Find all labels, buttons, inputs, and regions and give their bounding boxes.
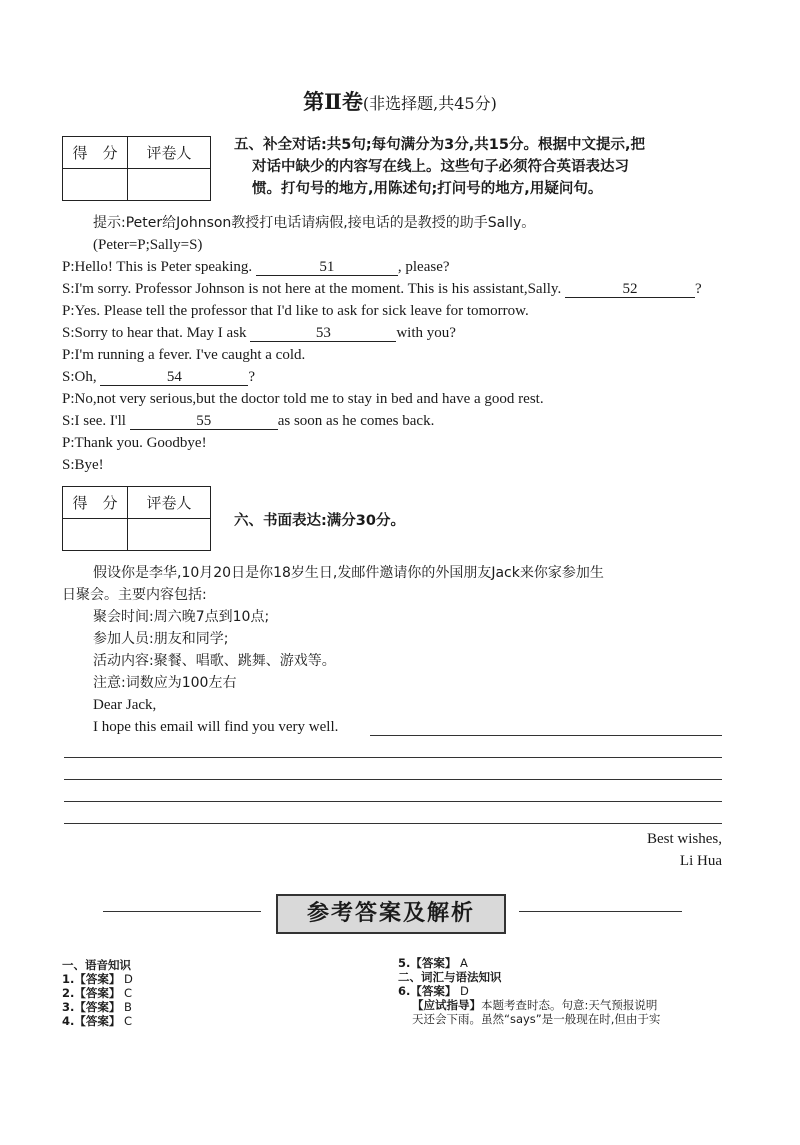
dialogue-text: S:I'm sorry. Professor Johnson is not here at the moment. This is his assistant,Sally. xyxy=(62,281,562,297)
writing-line[interactable] xyxy=(370,735,722,736)
dialogue-text-after: with you? xyxy=(396,325,456,341)
score-label: 得 分 xyxy=(63,137,128,169)
title-sub: (非选择题,共45分) xyxy=(362,94,497,113)
section5-heading-line2: 对话中缺少的内容写在线上。这些句子必须符合英语表达习 xyxy=(252,159,629,175)
answer-item: 3.【答案】 B xyxy=(62,1000,132,1014)
writing-line[interactable] xyxy=(64,801,722,802)
answer-item: 6.【答案】 D xyxy=(398,984,469,998)
email-closing: Best wishes, xyxy=(647,831,722,847)
writing-line[interactable] xyxy=(64,779,722,780)
dialogue-text-after: ? xyxy=(694,281,702,297)
dialogue-text: S:Oh, xyxy=(62,369,97,385)
dialogue-line xyxy=(62,410,434,432)
section5-heading-line1: 五、补全对话:共5句;每句满分为3分,共15分。根据中文提示,把 xyxy=(234,137,645,153)
dialogue-line: P:I'm running a fever. I've caught a cold. xyxy=(62,347,306,363)
answer-item: 1.【答案】 D xyxy=(62,972,133,986)
dialogue-line: S:Bye! xyxy=(62,457,104,473)
dialogue-line xyxy=(62,278,702,300)
section5-hint: 提示:Peter给Johnson教授打电话请病假,接电话的是教授的助手Sally。 xyxy=(93,215,536,231)
blank-54[interactable]: 54 xyxy=(100,369,248,386)
answer-item: 2.【答案】 C xyxy=(62,986,133,1000)
answers-heading-vocab: 二、词汇与语法知识 xyxy=(398,970,502,984)
grader-cell xyxy=(128,169,211,201)
writing-line[interactable] xyxy=(64,823,722,824)
score-cell xyxy=(63,169,128,201)
answer-item: 4.【答案】 C xyxy=(62,1014,133,1028)
email-greeting: Dear Jack, xyxy=(93,697,157,713)
writing-line[interactable] xyxy=(64,757,722,758)
dialogue-text: S:I see. I'll xyxy=(62,413,126,429)
dialogue-line: P:Yes. Please tell the professor that I'd like to ask for sick leave for tomorrow. xyxy=(62,303,529,319)
page-title xyxy=(0,86,800,116)
blank-53[interactable]: 53 xyxy=(250,325,396,342)
section5-heading-line3: 惯。打句号的地方,用陈述句;打问号的地方,用疑问句。 xyxy=(252,181,603,197)
title-main: 第Ⅱ卷 xyxy=(303,89,363,114)
banner-rule-right xyxy=(519,911,682,912)
blank-51[interactable]: 51 xyxy=(256,259,398,276)
score-cell xyxy=(63,519,128,551)
section6-note: 注意:词数应为100左右 xyxy=(93,675,237,691)
dialogue-line xyxy=(62,322,456,344)
section6-prompt-line2: 日聚会。主要内容包括: xyxy=(62,587,207,603)
dialogue-line: P:No,not very serious,but the doctor told me to stay in bed and have a good rest. xyxy=(62,391,544,407)
email-signature: Li Hua xyxy=(679,853,722,869)
dialogue-text-after: , please? xyxy=(397,259,450,275)
answers-left-column xyxy=(62,958,133,1028)
dialogue-text-after: as soon as he comes back. xyxy=(277,413,435,429)
section5-heading xyxy=(234,134,645,200)
grader-cell xyxy=(128,519,211,551)
answer-guide-cont: 天还会下雨。虽然“says”是一般现在时,但由于实 xyxy=(412,1012,661,1026)
dialogue-text: P:Hello! This is Peter speaking. xyxy=(62,259,253,275)
dialogue-line xyxy=(62,256,450,278)
blank-52[interactable]: 52 xyxy=(565,281,695,298)
blank-55[interactable]: 55 xyxy=(130,413,278,430)
section6-item-time: 聚会时间:周六晚7点到10点; xyxy=(93,609,270,625)
dialogue-line: P:Thank you. Goodbye! xyxy=(62,435,207,451)
section6-prompt-line1: 假设你是李华,10月20日是你18岁生日,发邮件邀请你的外国朋友Jack来你家参加生 xyxy=(93,565,604,581)
dialogue-text: S:Sorry to hear that. May I ask xyxy=(62,325,247,341)
email-opening: I hope this email will find you very well. xyxy=(93,719,339,735)
score-box-section6 xyxy=(62,486,211,551)
section6-heading: 六、书面表达:满分30分。 xyxy=(234,513,405,529)
section5-hint-roles: (Peter=P;Sally=S) xyxy=(93,237,203,253)
section6-item-people: 参加人员:朋友和同学; xyxy=(93,631,229,647)
answers-heading-phonetics: 一、语音知识 xyxy=(62,958,131,972)
answer-item: 5.【答案】 A xyxy=(398,956,468,970)
grader-label: 评卷人 xyxy=(128,137,211,169)
banner-rule-left xyxy=(103,911,261,912)
answers-right-column xyxy=(398,956,660,1026)
score-label: 得 分 xyxy=(63,487,128,519)
section6-item-activities: 活动内容:聚餐、唱歌、跳舞、游戏等。 xyxy=(93,653,336,669)
dialogue-text-after: ? xyxy=(248,369,256,385)
answers-banner: 参考答案及解析 xyxy=(276,894,506,934)
dialogue-line xyxy=(62,366,255,388)
grader-label: 评卷人 xyxy=(128,487,211,519)
score-box-section5 xyxy=(62,136,211,201)
answer-guide: 【应试指导】本题考查时态。句意:天气预报说明 xyxy=(412,998,658,1012)
